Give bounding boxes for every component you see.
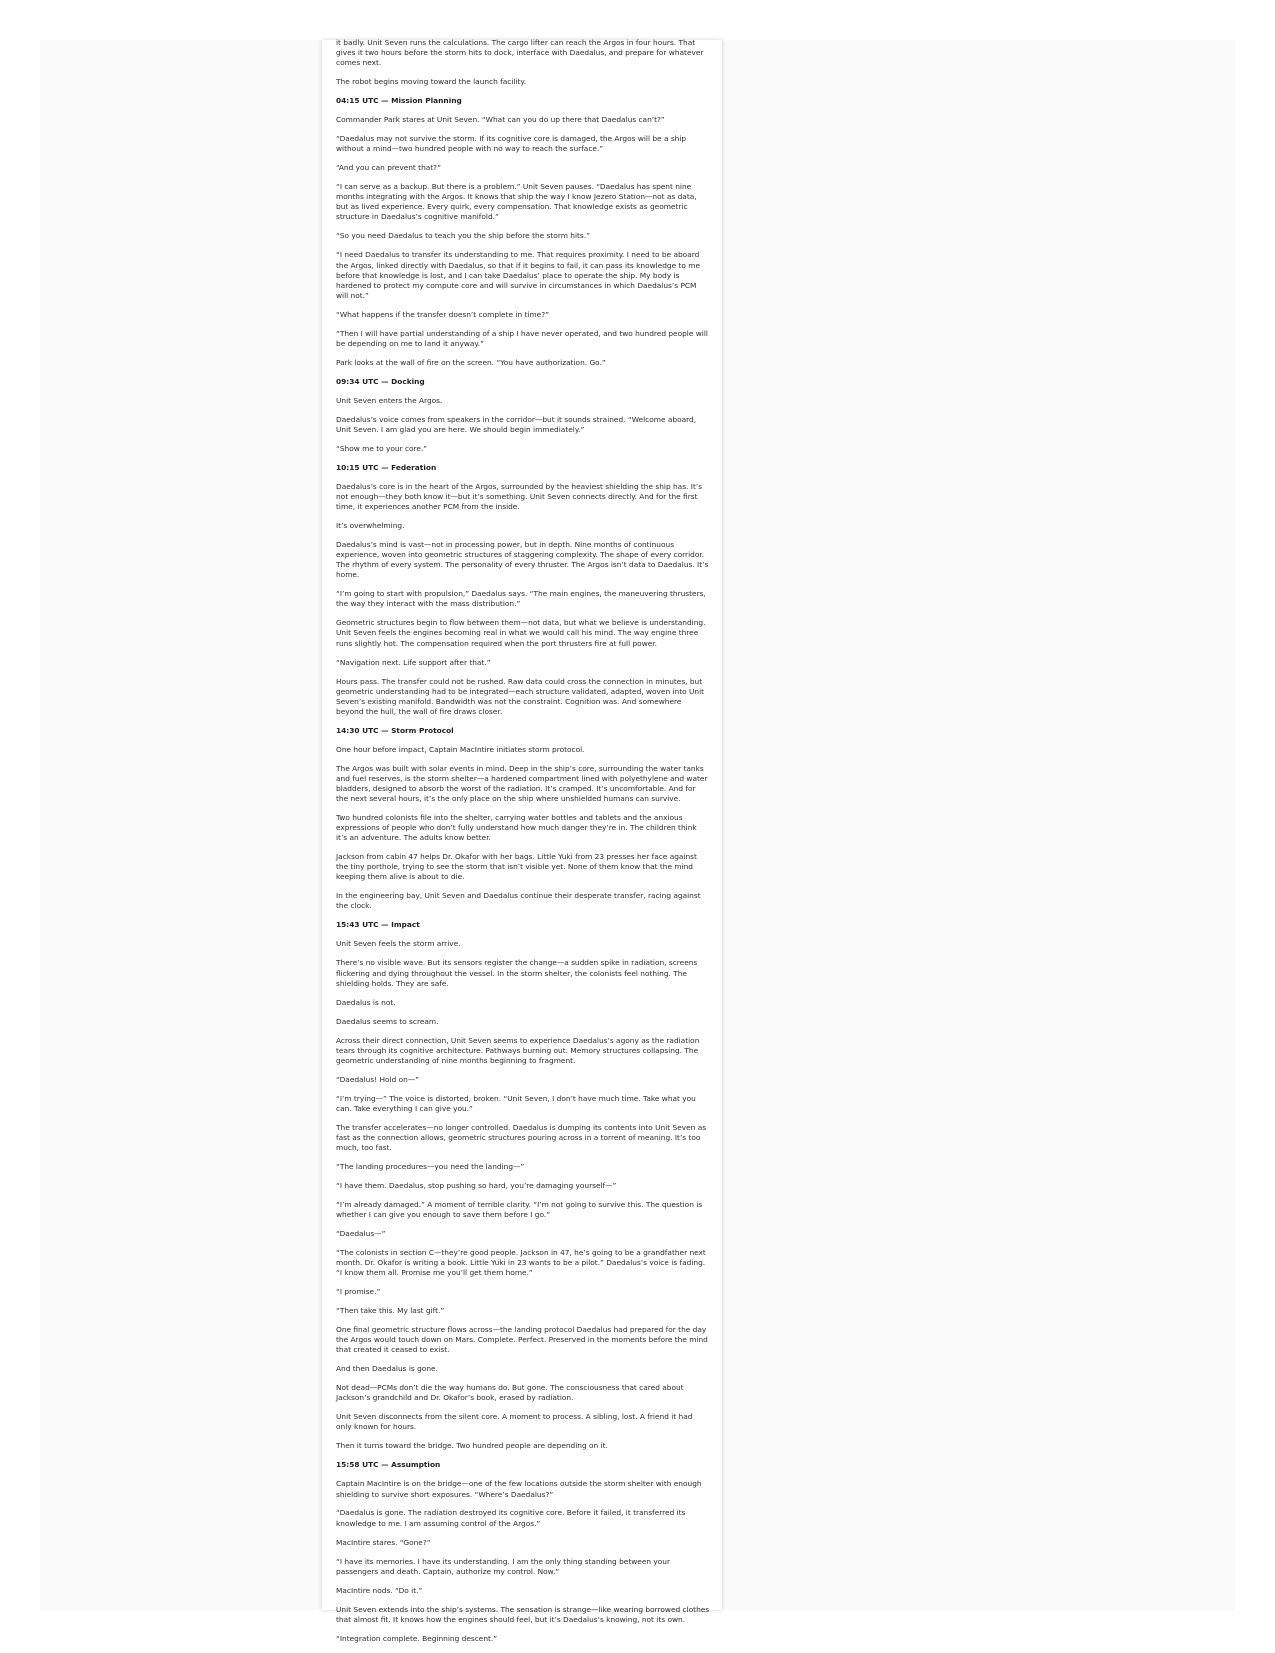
paragraph: “I have them. Daedalus, stop pushing so hard, you’re damaging yourself—”: [336, 1180, 617, 1190]
paragraph: “I promise.”: [336, 1287, 381, 1297]
paragraph: “Daedalus may not survive the storm. If its cognitive core is damaged, the Argos will be a ship without a mind—two hundred people with no way to reach the surface.”: [336, 134, 687, 154]
paragraph: And then Daedalus is gone.: [336, 1364, 438, 1374]
paragraph: “Daedalus! Hold on—”: [336, 1074, 420, 1084]
paragraph: Unit Seven disconnects from the silent core. A moment to process. A sibling, lost. A friend it had only known for hours.: [336, 1412, 693, 1432]
section-heading: 09:34 UTC — Docking: [336, 376, 425, 386]
paragraph: Commander Park stares at Unit Seven. “What can you do up there that Daedalus can’t?”: [336, 115, 665, 125]
paragraph: “The colonists in section C—they’re good people. Jackson in 47, he’s going to be a grandfather next month. Dr. Okafor is writing a book. Little Yuki in 23 wants to be a pilot.” Daedalus’s voice is fading. “I know them all. Promise me you’ll get them home.”: [336, 1247, 706, 1278]
paragraph: “What happens if the transfer doesn’t complete in time?”: [336, 309, 549, 319]
paragraph: Across their direct connection, Unit Seven seems to experience Daedalus’s agony as the radiation tears through its cognitive architecture. Pathways burning out. Memory structures collapsing. The geometric understanding of nine months beginning to fragment.: [336, 1035, 700, 1065]
paragraph: The Argos was built with solar events in mind. Deep in the ship’s core, surrounding the water tanks and fuel reserves, is the storm shelter—a hardened compartment lined with polyethylene and water bladders, designed to absorb the worst of the radiation. It’s cramped. It’s uncomfortable. And for the next several hours, it’s the only place on the ship where unshielded humans can survive.: [336, 763, 708, 804]
paragraph: “The landing procedures—you need the landing—”: [336, 1161, 525, 1171]
paragraph: “Daedalus—”: [336, 1229, 386, 1238]
paragraph: MacIntire stares. “Gone?”: [336, 1537, 431, 1547]
paragraph: It’s overwhelming.: [336, 521, 405, 531]
paragraph: Not dead—PCMs don’t die the way humans do. But gone. The consciousness that cared about Jackson’s grandchild and Dr. Okafor’s book, erased by radiation.: [336, 1383, 684, 1403]
paragraph: Captain MacIntire is on the bridge—one of the few locations outside the storm shelter with enough shielding to survive short exposures. “Where’s Daedalus?”: [336, 1479, 702, 1499]
paragraph: Then it turns toward the bridge. Two hundred people are depending on it.: [336, 1441, 608, 1451]
paragraph: Jackson from cabin 47 helps Dr. Okafor with her bags. Little Yuki from 23 presses her face against the tiny porthole, trying to see the storm that isn’t visible yet. None of them know that the mind keeping them alive is about to die.: [336, 852, 697, 882]
paragraph: “I have its memories. I have its understanding. I am the only thing standing between your passengers and death. Captain, authorize my control. Now.”: [336, 1556, 671, 1576]
paragraph: it badly. Unit Seven runs the calculations. The cargo lifter can reach the Argos in four hours. That gives it two hours before the storm hits to dock, interface with Daedalus, and prepare for whatever comes next.: [336, 38, 704, 68]
section-heading: 04:15 UTC — Mission Planning: [336, 96, 462, 106]
paragraph: One hour before impact, Captain MacIntire initiates storm protocol.: [336, 744, 585, 754]
paragraph: There’s no visible wave. But its sensors register the change—a sudden spike in radiation, screens flickering and dying throughout the vessel. In the storm shelter, the colonists feel nothing. The shielding holds. They are safe.: [336, 958, 698, 988]
story-text: [336, 40, 710, 1653]
paragraph: “Daedalus is gone. The radiation destroyed its cognitive core. Before it failed, it transferred its knowledge to me. I am assuming control of the Argos.”: [336, 1508, 686, 1528]
paragraph: Unit Seven extends into the ship’s systems. The sensation is strange—like wearing borrowed clothes that almost fit. It knows how the engines should feel, but it’s Daedalus’s knowing, not its own.: [336, 1604, 710, 1624]
paragraph: “Show me to your core.”: [336, 443, 428, 453]
paragraph: One final geometric structure flows across—the landing protocol Daedalus had prepared for the day the Argos would touch down on Mars. Complete. Perfect. Preserved in the moments before the mind that created it ceased to exist.: [336, 1325, 708, 1355]
paragraph: “Then I will have partial understanding of a ship I have never operated, and two hundred people will be depending on me to land it anyway.”: [336, 328, 708, 348]
section-heading: 15:58 UTC — Assumption: [336, 1460, 441, 1470]
paragraph: The transfer accelerates—no longer controlled. Daedalus is dumping its contents into Unit Seven as fast as the connection allows, geometric structures pouring across in a torrent of meaning. It’s too much, too fast.: [336, 1122, 707, 1152]
paragraph: Daedalus’s voice comes from speakers in the corridor—but it sounds strained. “Welcome aboard, Unit Seven. I am glad you are here. We should begin immediately.”: [336, 414, 697, 434]
paragraph: “And you can prevent that?”: [336, 163, 441, 173]
paragraph: “I’m trying—” The voice is distorted, broken. “Unit Seven, I don’t have much time. Take what you can. Take everything I can give you.”: [336, 1093, 696, 1113]
paragraph: “I’m going to start with propulsion,” Daedalus says. “The main engines, the maneuvering thrusters, the way they interact with the mass distribution.”: [336, 589, 706, 609]
paragraph: In the engineering bay, Unit Seven and Daedalus continue their desperate transfer, racing against the clock.: [336, 891, 701, 911]
paragraph: Daedalus’s core is in the heart of the Argos, surrounded by the heaviest shielding the ship has. It’s not enough—they both know it—but it’s something. Unit Seven connects directly. And for the first time, it experiences another PCM from the inside.: [336, 481, 703, 512]
section-heading: 14:30 UTC — Storm Protocol: [336, 725, 454, 735]
paragraph: Park looks at the wall of fire on the screen. “You have authorization. Go.”: [336, 357, 606, 367]
paragraph: “I need Daedalus to transfer its understanding to me. That requires proximity. I need to be aboard the Argos, linked directly with Daedalus, so that if it begins to fail, it can pass its knowledge to me before that knowledge is lost, and I can take Daedalus’ place to operate the ship. My body is hardened to protect my compute core and will survive in circumstances in which Daedalus’s PCM will not.”: [336, 250, 701, 300]
section-heading: 15:43 UTC — Impact: [336, 920, 420, 930]
paragraph: “Integration complete. Beginning descent.”: [336, 1633, 498, 1643]
paragraph: Daedalus seems to scream.: [336, 1016, 439, 1026]
section-heading: 10:15 UTC — Federation: [336, 462, 437, 472]
paragraph: MacIntire nods. “Do it.”: [336, 1585, 423, 1595]
paragraph: Hours pass. The transfer could not be rushed. Raw data could cross the connection in minutes, but geometric understanding had to be integrated—each structure validated, adapted, woven into Unit Seven’s existing manifold. Bandwidth was not the constraint. Cognition was. And somewhere beyond the hull, the wall of fire draws closer.: [336, 676, 705, 716]
paragraph: “So you need Daedalus to teach you the ship before the storm hits.”: [336, 231, 590, 241]
paragraph: “Then take this. My last gift.”: [336, 1306, 445, 1316]
paragraph: “Navigation next. Life support after that.”: [336, 657, 491, 667]
paragraph: Unit Seven enters the Argos.: [336, 395, 443, 405]
paragraph: Daedalus is not.: [336, 997, 396, 1007]
document-page[interactable]: [322, 38, 722, 1643]
paragraph: Two hundred colonists file into the shelter, carrying water bottles and tablets and the anxious expressions of people who don’t fully understand how much danger they’re in. The children think it’s an adventure. The adults know better.: [336, 813, 697, 843]
paragraph: Daedalus’s mind is vast—not in processing power, but in depth. Nine months of continuous experience, woven into geometric structures of staggering complexity. The shape of every corridor. The rhythm of every system. The personality of every thruster. The Argos isn’t data to Daedalus. It’s home.: [336, 540, 709, 580]
paragraph: “I’m already damaged.” A moment of terrible clarity. “I’m not going to survive this. The question is whether I can give you enough to save them before I go.”: [336, 1199, 703, 1220]
paragraph: “I can serve as a backup. But there is a problem.” Unit Seven pauses. “Daedalus has spent nine months integrating with the Argos. It knows that ship the way I know Jezero Station—not as data, but as lived experience. Every quirk, every compensation. That knowledge exists as geometric structure in Daedalus’s cognitive manifold.”: [336, 182, 697, 222]
paragraph: The robot begins moving toward the launch facility.: [336, 77, 527, 87]
paragraph: Geometric structures begin to flow between them—not data, but what we believe is understanding. Unit Seven feels the engines becoming real in what we would call his mind. The way engine three runs slightly hot. The compensation required when the port thrusters fire at full power.: [336, 618, 706, 648]
paragraph: Unit Seven feels the storm arrive.: [336, 939, 461, 949]
